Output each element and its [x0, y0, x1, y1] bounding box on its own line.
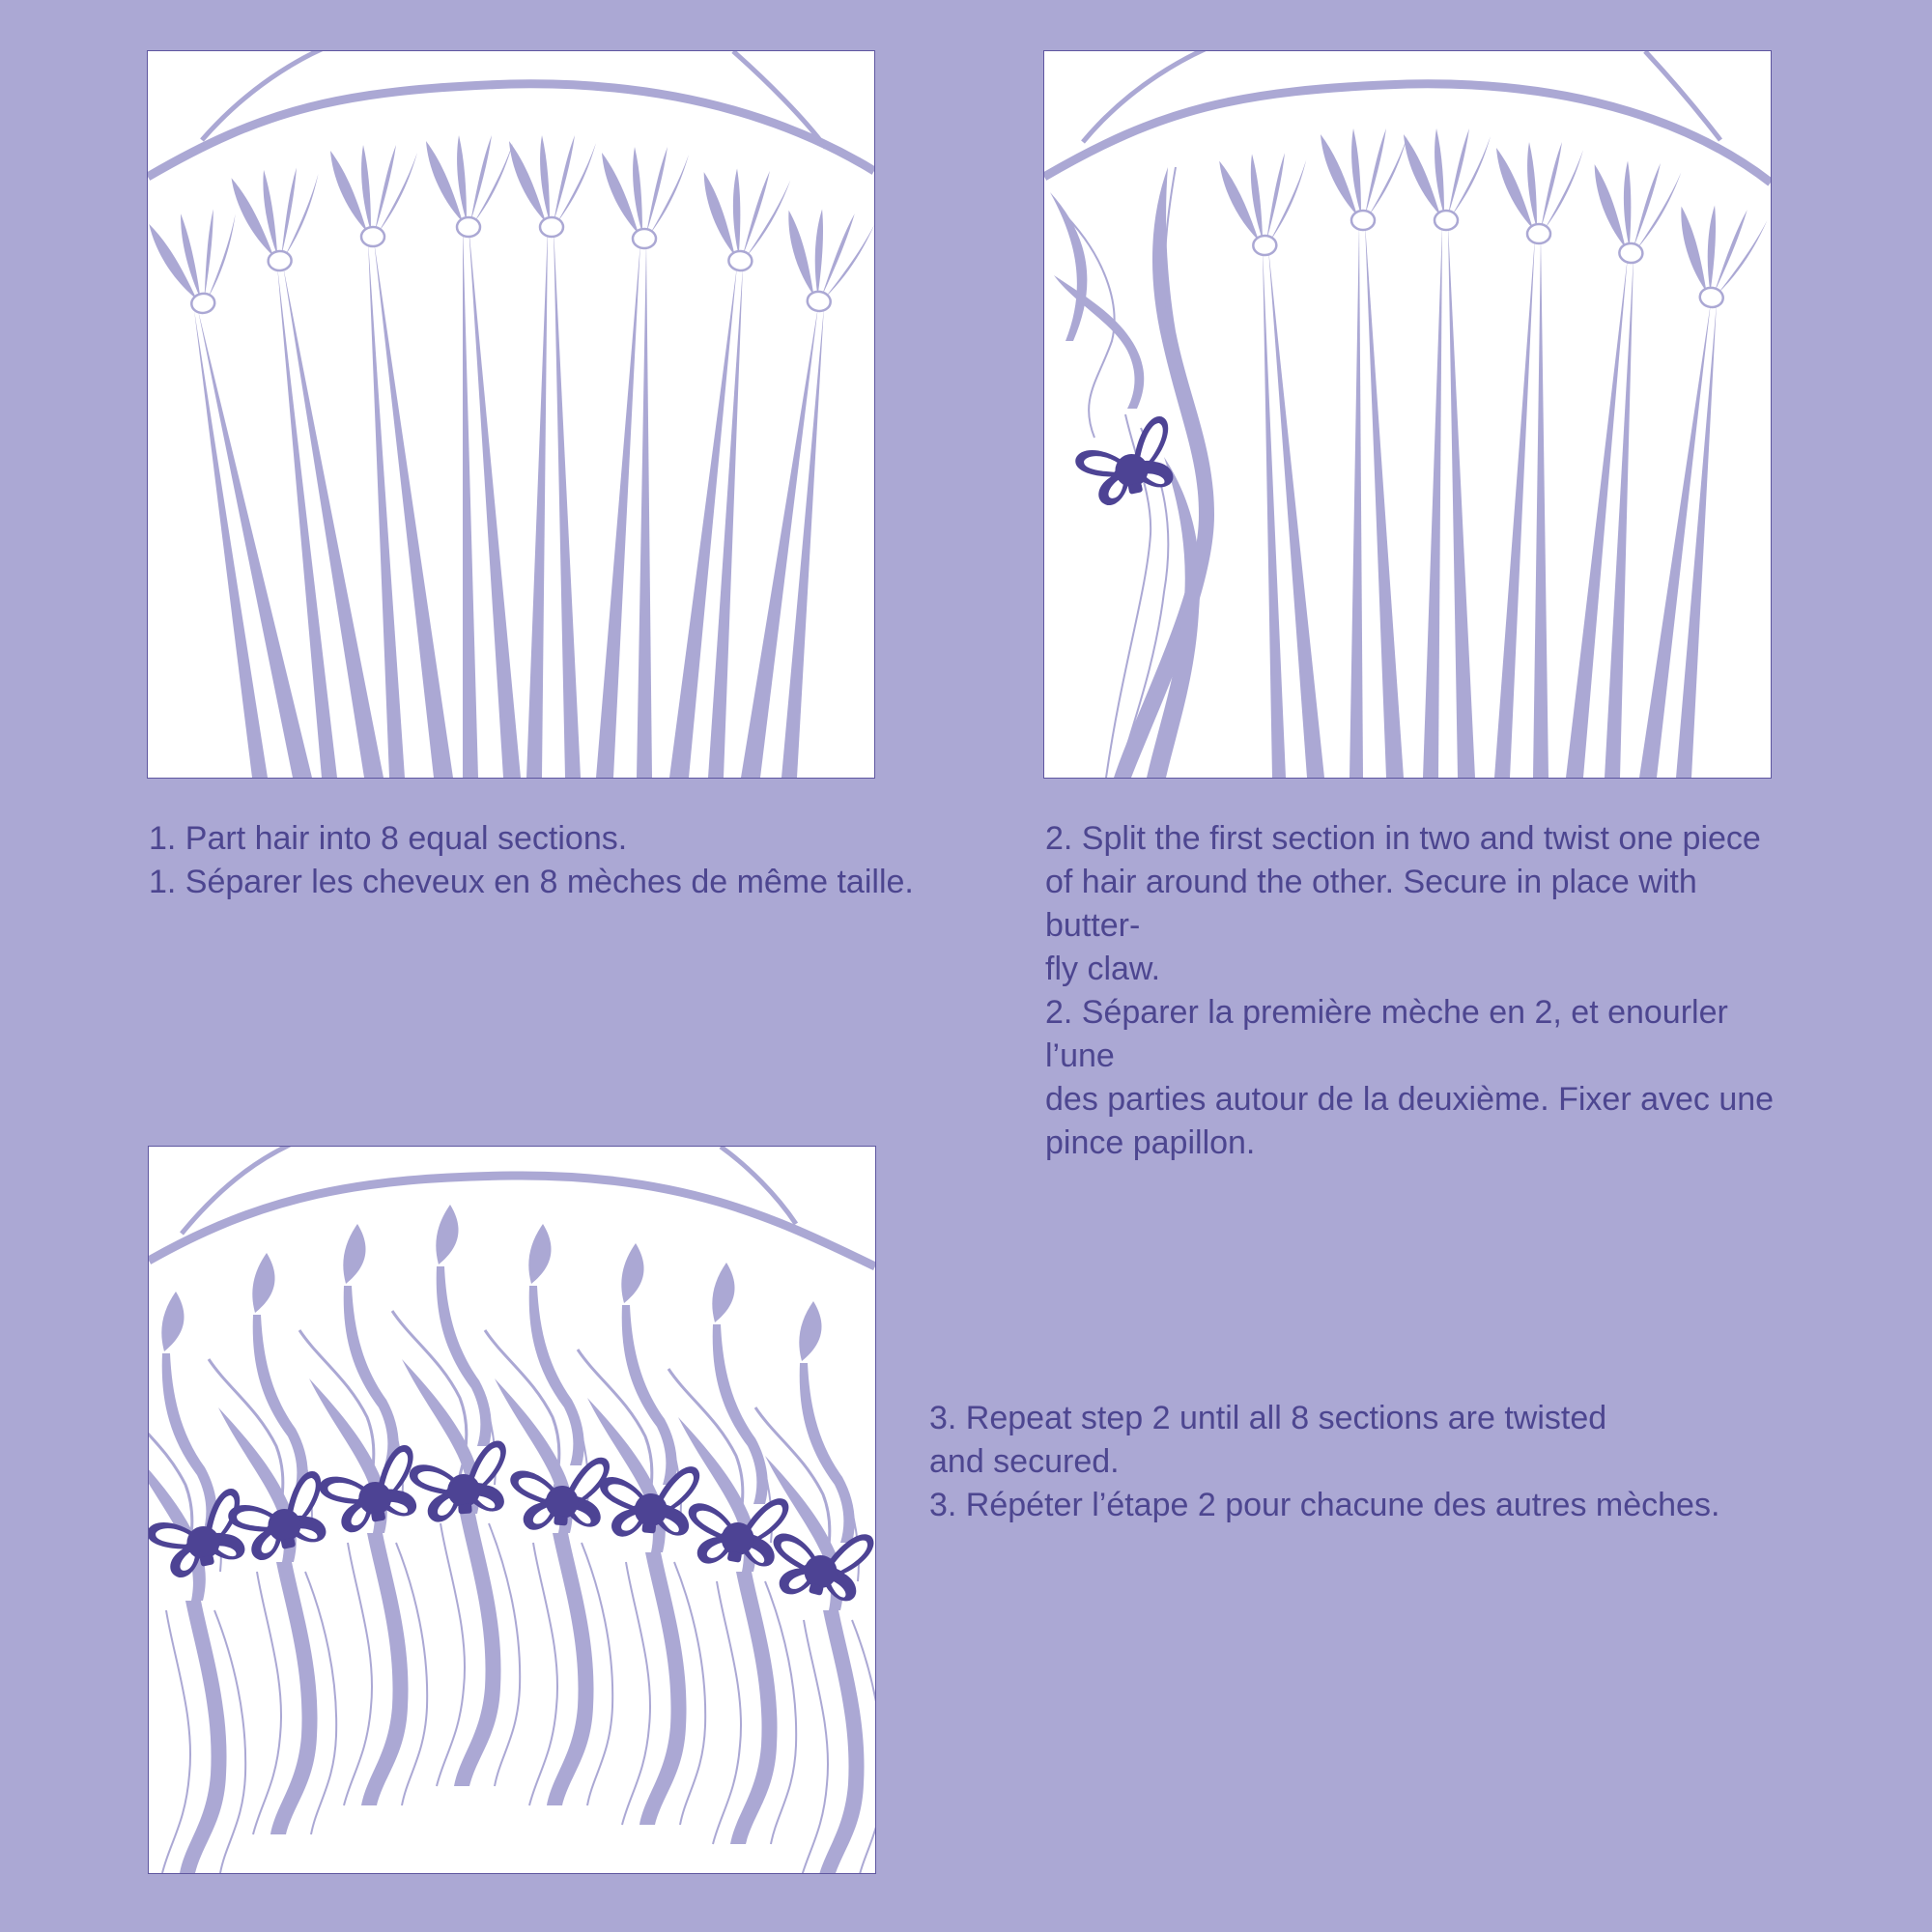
step-2-svg — [1044, 51, 1771, 778]
step-1-caption-en: 1. Part hair into 8 equal sections. — [149, 820, 628, 857]
twisted-section-6 — [578, 1243, 705, 1825]
step-2-caption — [1045, 817, 1779, 1165]
hair-section-7 — [1639, 201, 1769, 778]
hair-section-4 — [426, 135, 521, 778]
step-2-illustration — [1043, 50, 1772, 779]
hair-section-3 — [1321, 128, 1407, 778]
butterfly-claw-icon — [1069, 414, 1181, 510]
step-1-svg — [148, 51, 874, 778]
hair-section-7 — [669, 166, 791, 778]
hair-section-8 — [741, 205, 874, 778]
hair-section-2 — [231, 166, 384, 778]
step-1-illustration — [147, 50, 875, 779]
hair-section-5 — [1494, 142, 1583, 778]
hair-section-6 — [596, 147, 689, 778]
step-3-caption-fr: 3. Répéter l’étape 2 pour chacune des autres mèches. — [929, 1487, 1720, 1523]
step-2-caption-en: 2. Split the first section in two and twist one piece of hair around the other. Secure in place with butter- fly claw. — [1045, 820, 1761, 987]
hair-section-3 — [330, 145, 453, 778]
hair-section-2 — [1219, 152, 1324, 778]
hair-section-5 — [509, 135, 596, 778]
step-3-caption-en: 3. Repeat step 2 until all 8 sections are twisted and secured. — [929, 1400, 1607, 1480]
step-3-caption — [929, 1397, 1750, 1527]
hair-sections-remaining — [1219, 128, 1768, 778]
hair-sections — [148, 135, 874, 778]
step-3-svg — [149, 1147, 875, 1873]
twisted-section-1 — [149, 1292, 245, 1873]
step-3-illustration — [148, 1146, 876, 1874]
hair-section-4 — [1404, 128, 1491, 778]
step-1-caption-fr: 1. Séparer les cheveux en 8 mèches de même taille. — [149, 864, 914, 900]
butterfly-claw-icon — [595, 1458, 700, 1545]
step-1-caption — [149, 817, 922, 904]
twisted-hair-section-1 — [1050, 167, 1214, 778]
step-2-caption-fr: 2. Séparer la première mèche en 2, et enourler l’une des parties autour de la deuxième. Fixer avec une pince papillon. — [1045, 994, 1775, 1161]
